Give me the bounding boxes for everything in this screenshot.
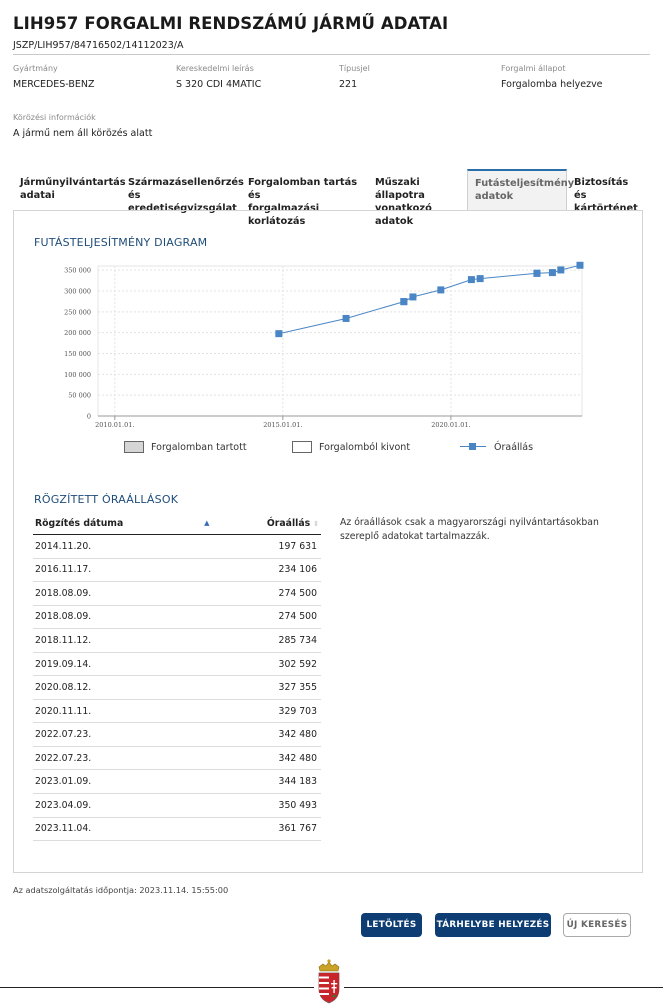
legend-label: Óraállás: [494, 441, 534, 453]
manufacturer-value: MERCEDES-BENZ: [13, 79, 95, 90]
col-value-header[interactable]: [224, 512, 321, 535]
x-tick-label: 2020.01.01.: [431, 421, 471, 429]
data-point: [533, 270, 540, 277]
row-value: 344 183: [224, 770, 321, 794]
data-point: [409, 293, 416, 300]
y-tick-label: 0: [86, 412, 91, 421]
sort-both-icon: ⇕: [313, 519, 319, 528]
mileage-note: Az óraállások csak a magyarországi nyilvántartásokban szereplő adatokat tartalmazzák.: [340, 517, 599, 542]
data-point: [576, 262, 583, 269]
row-value: 342 480: [224, 746, 321, 770]
legend-swatch-white: [292, 441, 312, 453]
row-date: 2023.11.04.: [33, 817, 224, 841]
reference-id: JSZP/LIH957/84716502/14112023/A: [13, 40, 184, 51]
data-point: [468, 276, 475, 283]
row-value: 350 493: [224, 794, 321, 818]
row-value: 327 355: [224, 676, 321, 700]
table-row: [33, 629, 321, 653]
row-value: 285 734: [224, 629, 321, 653]
tab-label: és eredetiségvizsgálat: [128, 190, 237, 214]
legend-swatch-gray: [124, 441, 144, 453]
data-point: [343, 315, 350, 322]
legend-in-service: [124, 441, 247, 453]
data-point: [275, 330, 282, 337]
wanted-label: Körözési információk: [13, 113, 96, 122]
row-date: 2020.08.12.: [33, 676, 224, 700]
chart-grid: [98, 266, 582, 416]
y-tick-label: 50 000: [68, 391, 91, 400]
table-row: [33, 794, 321, 818]
row-value: 274 500: [224, 605, 321, 629]
status-label: Forgalmi állapot: [501, 64, 566, 73]
manufacturer-label: Gyártmány: [13, 64, 58, 73]
col-date-label: Rögzítés dátuma: [35, 517, 124, 529]
data-point: [437, 286, 444, 293]
tab-label: Biztosítás és: [574, 177, 629, 201]
tab-label: vonatkozó adatok: [375, 203, 432, 227]
table-row: [33, 652, 321, 676]
table-row: [33, 770, 321, 794]
row-value: 361 767: [224, 817, 321, 841]
store-button[interactable]: TÁRHELYBE HELYEZÉS: [435, 913, 551, 937]
plot-area: [98, 266, 582, 416]
page-title: LIH957 FORGALMI RENDSZÁMÚ JÁRMŰ ADATAI: [13, 14, 449, 33]
table-row: [33, 699, 321, 723]
row-date: 2022.07.23.: [33, 723, 224, 747]
y-tick-label: 200 000: [64, 329, 91, 338]
row-date: 2023.04.09.: [33, 794, 224, 818]
legend-withdrawn: [292, 441, 410, 453]
row-date: 2023.01.09.: [33, 770, 224, 794]
row-date: 2016.11.17.: [33, 558, 224, 582]
sort-asc-icon: ▲: [204, 518, 210, 527]
table-row: [33, 817, 321, 841]
mileage-chart: [0, 0, 663, 440]
wanted-value: A jármű nem áll körözés alatt: [13, 128, 153, 139]
y-tick-label: 100 000: [64, 370, 91, 379]
row-date: 2018.08.09.: [33, 582, 224, 606]
row-value: 342 480: [224, 723, 321, 747]
tab-label: forgalmazási korlátozás: [248, 203, 320, 227]
row-date: 2018.08.09.: [33, 605, 224, 629]
tab-label: adatai: [20, 190, 55, 201]
y-tick-label: 350 000: [64, 266, 91, 275]
service-timestamp: Az adatszolgáltatás időpontja: 2023.11.14. 15:55:00: [13, 885, 229, 895]
data-point: [557, 266, 564, 273]
table-row: [33, 605, 321, 629]
row-date: 2022.07.23.: [33, 746, 224, 770]
legend-line-marker-icon: [460, 441, 486, 453]
col-date-header[interactable]: [33, 512, 224, 535]
status-value: Forgalomba helyezve: [501, 79, 603, 90]
row-value: 197 631: [224, 535, 321, 559]
tab-label: adatok: [475, 191, 514, 202]
tab-label: Futásteljesítmény: [475, 178, 575, 189]
row-date: 2020.11.11.: [33, 699, 224, 723]
odometer-table: [33, 512, 321, 841]
col-value-label: Óraállás: [266, 517, 311, 529]
commercial-value: S 320 CDI 4MATIC: [176, 79, 262, 90]
table-row: [33, 746, 321, 770]
tab-label: kártörténet: [574, 203, 638, 214]
legend-odometer: [460, 441, 533, 453]
row-value: 302 592: [224, 652, 321, 676]
row-date: 2018.11.12.: [33, 629, 224, 653]
legend-label: Forgalomban tartott: [151, 441, 247, 453]
y-tick-label: 300 000: [64, 287, 91, 296]
y-tick-label: 150 000: [64, 350, 91, 358]
row-value: 329 703: [224, 699, 321, 723]
new-search-button[interactable]: ÚJ KERESÉS: [563, 913, 631, 937]
data-point: [477, 275, 484, 282]
row-date: 2019.09.14.: [33, 652, 224, 676]
row-date: 2014.11.20.: [33, 535, 224, 559]
table-row: [33, 535, 321, 559]
type-value: 221: [339, 79, 358, 90]
tab-label: Forgalomban tartás és: [248, 177, 358, 201]
coat-of-arms-icon: [314, 958, 344, 1005]
download-button[interactable]: LETÖLTÉS: [361, 913, 422, 937]
table-row: [33, 723, 321, 747]
x-tick-label: 2010.01.01.: [95, 421, 135, 429]
row-value: 274 500: [224, 582, 321, 606]
table-title: RÖGZÍTETT ÓRAÁLLÁSOK: [34, 493, 179, 506]
data-point: [549, 269, 556, 276]
data-point: [400, 298, 407, 305]
y-tick-label: 250 000: [64, 308, 91, 317]
x-tick-label: 2015.01.01.: [263, 421, 303, 429]
table-row: [33, 582, 321, 606]
chart-title: FUTÁSTELJESÍTMÉNY DIAGRAM: [34, 236, 208, 249]
row-value: 234 106: [224, 558, 321, 582]
chart-series: [275, 262, 583, 337]
legend-label: Forgalomból kivont: [319, 441, 411, 453]
commercial-label: Kereskedelmi leírás: [176, 64, 254, 73]
table-row: [33, 676, 321, 700]
tab-label: Műszaki állapotra: [375, 177, 425, 201]
tab-label: Járműnyilvántartás: [20, 177, 126, 188]
tab-label: Származásellenőrzés: [128, 177, 244, 188]
type-label: Típusjel: [339, 64, 370, 73]
table-row: [33, 558, 321, 582]
